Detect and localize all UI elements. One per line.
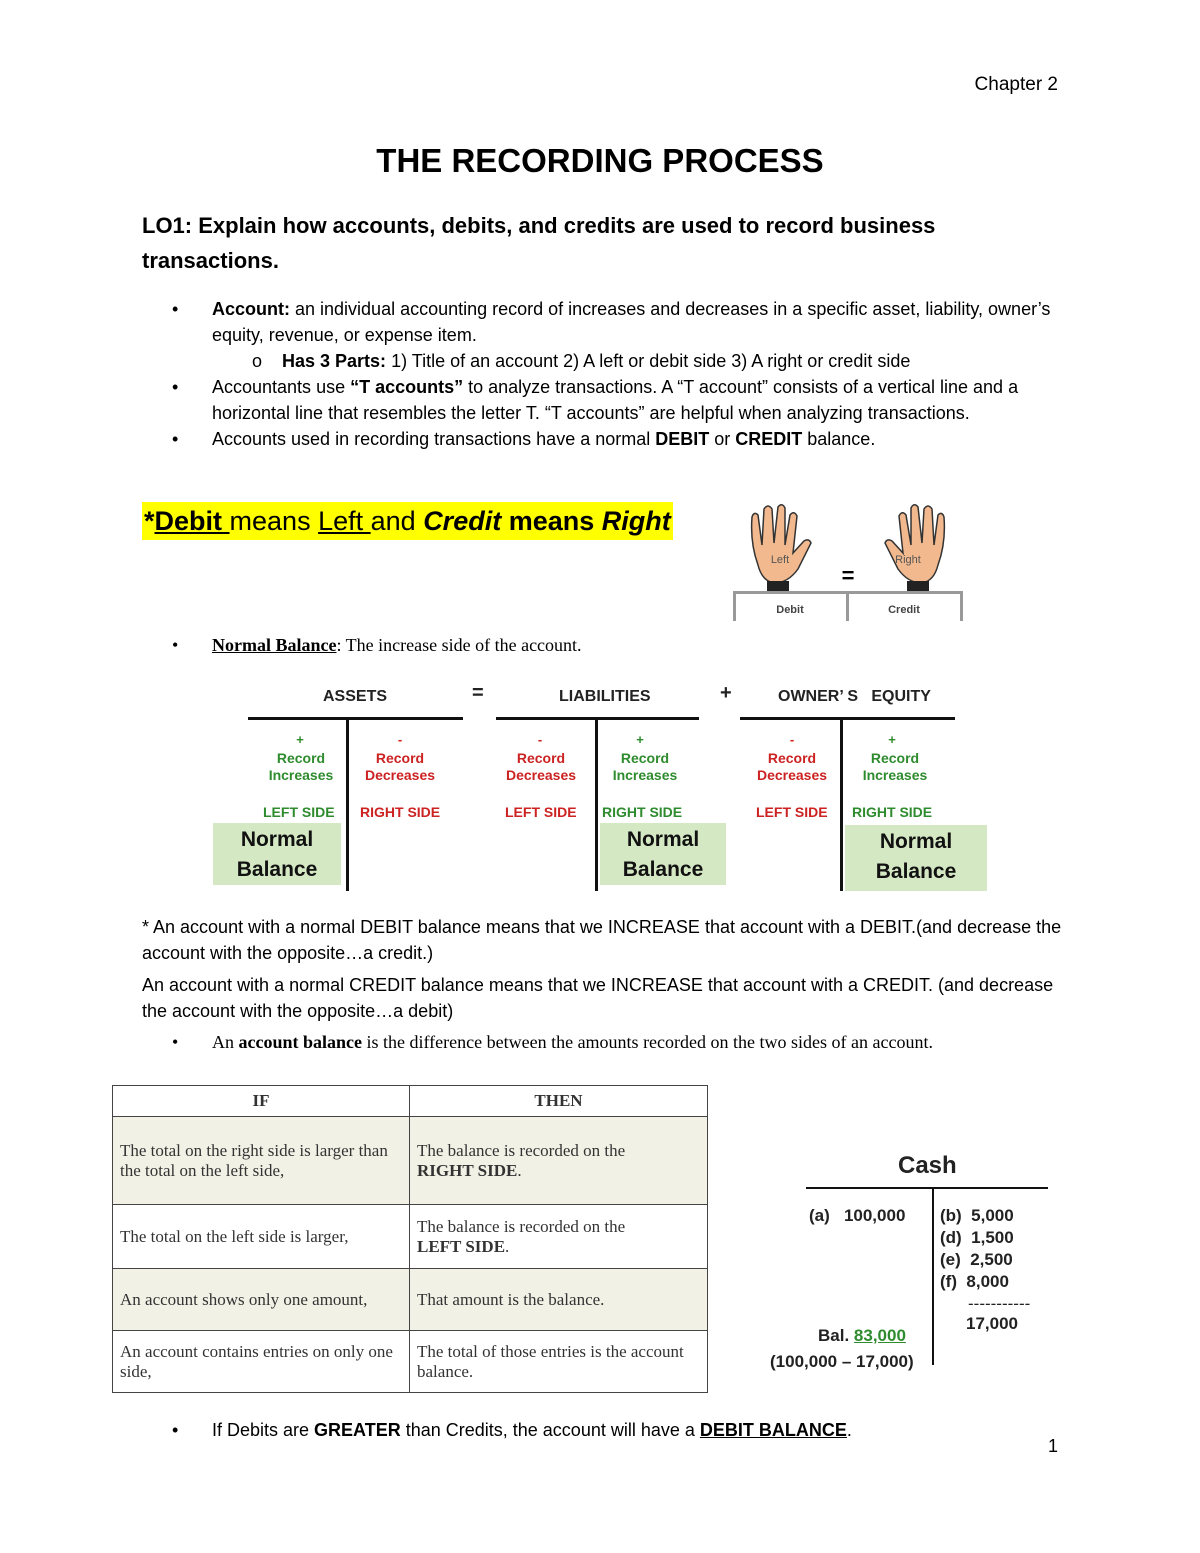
cash-right-total: 17,000 [966, 1314, 1018, 1333]
owners-equity-label: OWNER’ S EQUITY [778, 688, 931, 705]
cash-right-entry: (f) 8,000 [940, 1272, 1009, 1291]
liabilities-record-decreases: Record Decreases [505, 750, 577, 783]
left-hand-icon [752, 505, 811, 591]
page-title: THE RECORDING PROCESS [376, 142, 824, 179]
equals-label: = [472, 682, 484, 704]
equity-right-side: RIGHT SIDE [852, 804, 933, 820]
debit-label: Debit [776, 604, 804, 616]
liabilities-right-side: RIGHT SIDE [602, 804, 683, 820]
svg-text:Left: Left [770, 554, 790, 566]
learning-objective: LO1: Explain how accounts, debits, and credits are used to record business transactions. [142, 213, 936, 273]
equity-record-decreases: Record Decreases [756, 750, 828, 783]
equity-record-increases: Record Increases [862, 750, 928, 783]
cash-right-entry: (d) 1,500 [940, 1228, 1014, 1247]
table-header-row [113, 1086, 708, 1117]
hands-illustration [730, 503, 966, 621]
equity-left-side: LEFT SIDE [756, 804, 828, 820]
bullet-normal-balance: • Accounts used in recording transactions have a normal DEBIT or CREDIT balance. [142, 426, 1062, 452]
intro-bullets [142, 296, 1062, 452]
table-row: The total on the left side is larger, The balance is recorded on the LEFT SIDE. [113, 1205, 708, 1269]
liabilities-left-side: LEFT SIDE [505, 804, 577, 820]
page-number: 1 [1047, 1436, 1058, 1456]
cash-right-entry: (b) 5,000 [940, 1206, 1014, 1225]
cash-title: Cash [898, 1152, 957, 1179]
accounting-equation-t-accounts: ASSETS = LIABILITIES + OWNER’ S EQUITY + Record Increases - Record Decreases LEFT SIDE RIGHT SIDE Normal Balance - Record Decreases + Record Increases LEFT SIDE RIGHT SIDE Normal Balance - Record Decreases + Record Increases LEFT SIDE RIGHT SIDE Normal Balance [210, 680, 1000, 895]
sub-bullet-parts: o Has 3 Parts: 1) Title of an account 2) A left or debit side 3) A right or credit side [142, 348, 1062, 374]
plus-label: + [720, 682, 732, 704]
bullet-account: • Account: an individual accounting record of increases and decreases in a specific asset, liability, owner’s equity, revenue, or expense item. [142, 296, 1062, 348]
debit-credit-rule: *Debit means Left and Credit means Right [142, 502, 673, 540]
cash-balance-calc: (100,000 – 17,000) [770, 1352, 914, 1371]
liabilities-normal-balance: Normal Balance [600, 823, 726, 885]
credit-label: Credit [888, 604, 920, 616]
account-balance-bullet: • An account balance is the difference between the amounts recorded on the two sides of an account. [172, 1032, 933, 1052]
table-row: An account shows only one amount, That amount is the balance. [113, 1269, 708, 1331]
assets-record-decreases: Record Decreases [364, 750, 436, 783]
bullet-t-accounts: • Accountants use “T accounts” to analyze transactions. A “T account” consists of a vertical line and a horizontal line that resembles the letter T. “T accounts” are helpful when analyzing transactions. [142, 374, 1062, 426]
assets-record-increases: Record Increases [268, 750, 334, 783]
right-hand-icon [885, 505, 944, 591]
cash-left-entry: (a) 100,000 [809, 1206, 906, 1225]
credit-balance-paragraph: An account with a normal CREDIT balance means that we INCREASE that account with a CREDIT. (and decrease the account with the opposite…a debit) [142, 975, 1054, 1021]
cash-balance: Bal. 83,000 [818, 1326, 906, 1345]
cash-t-account: Cash (a) 100,000 (b) 5,000 (d) 1,500 (e) 2,500 (f) 8,000 ----------- 17,000 Bal. 83,000 (100,000 – 17,000) [760, 1148, 1060, 1378]
if-then-table [112, 1085, 708, 1393]
table-row: An account contains entries on only one side, The total of those entries is the account balance. [113, 1331, 708, 1393]
table-header-if: IF [113, 1086, 410, 1117]
svg-text:Right: Right [895, 554, 921, 566]
liabilities-record-increases: Record Increases [612, 750, 678, 783]
equity-normal-balance: Normal Balance [845, 825, 987, 891]
debit-balance-paragraph: * An account with a normal DEBIT balance means that we INCREASE that account with a DEBIT.(and decrease the account with the opposite…a credit.) [142, 917, 1062, 963]
liabilities-label: LIABILITIES [559, 688, 651, 705]
assets-right-side: RIGHT SIDE [360, 804, 441, 820]
assets-label: ASSETS [323, 688, 388, 705]
assets-left-side: LEFT SIDE [263, 804, 335, 820]
cash-right-entry: (e) 2,500 [940, 1250, 1013, 1269]
table-row: The total on the right side is larger than the total on the left side, The balance is recorded on the RIGHT SIDE. [113, 1117, 708, 1205]
chapter-header: Chapter 2 [974, 74, 1058, 95]
assets-normal-balance: Normal Balance [213, 823, 341, 885]
table-header-then: THEN [410, 1086, 708, 1117]
equals-sign: = [841, 563, 855, 588]
